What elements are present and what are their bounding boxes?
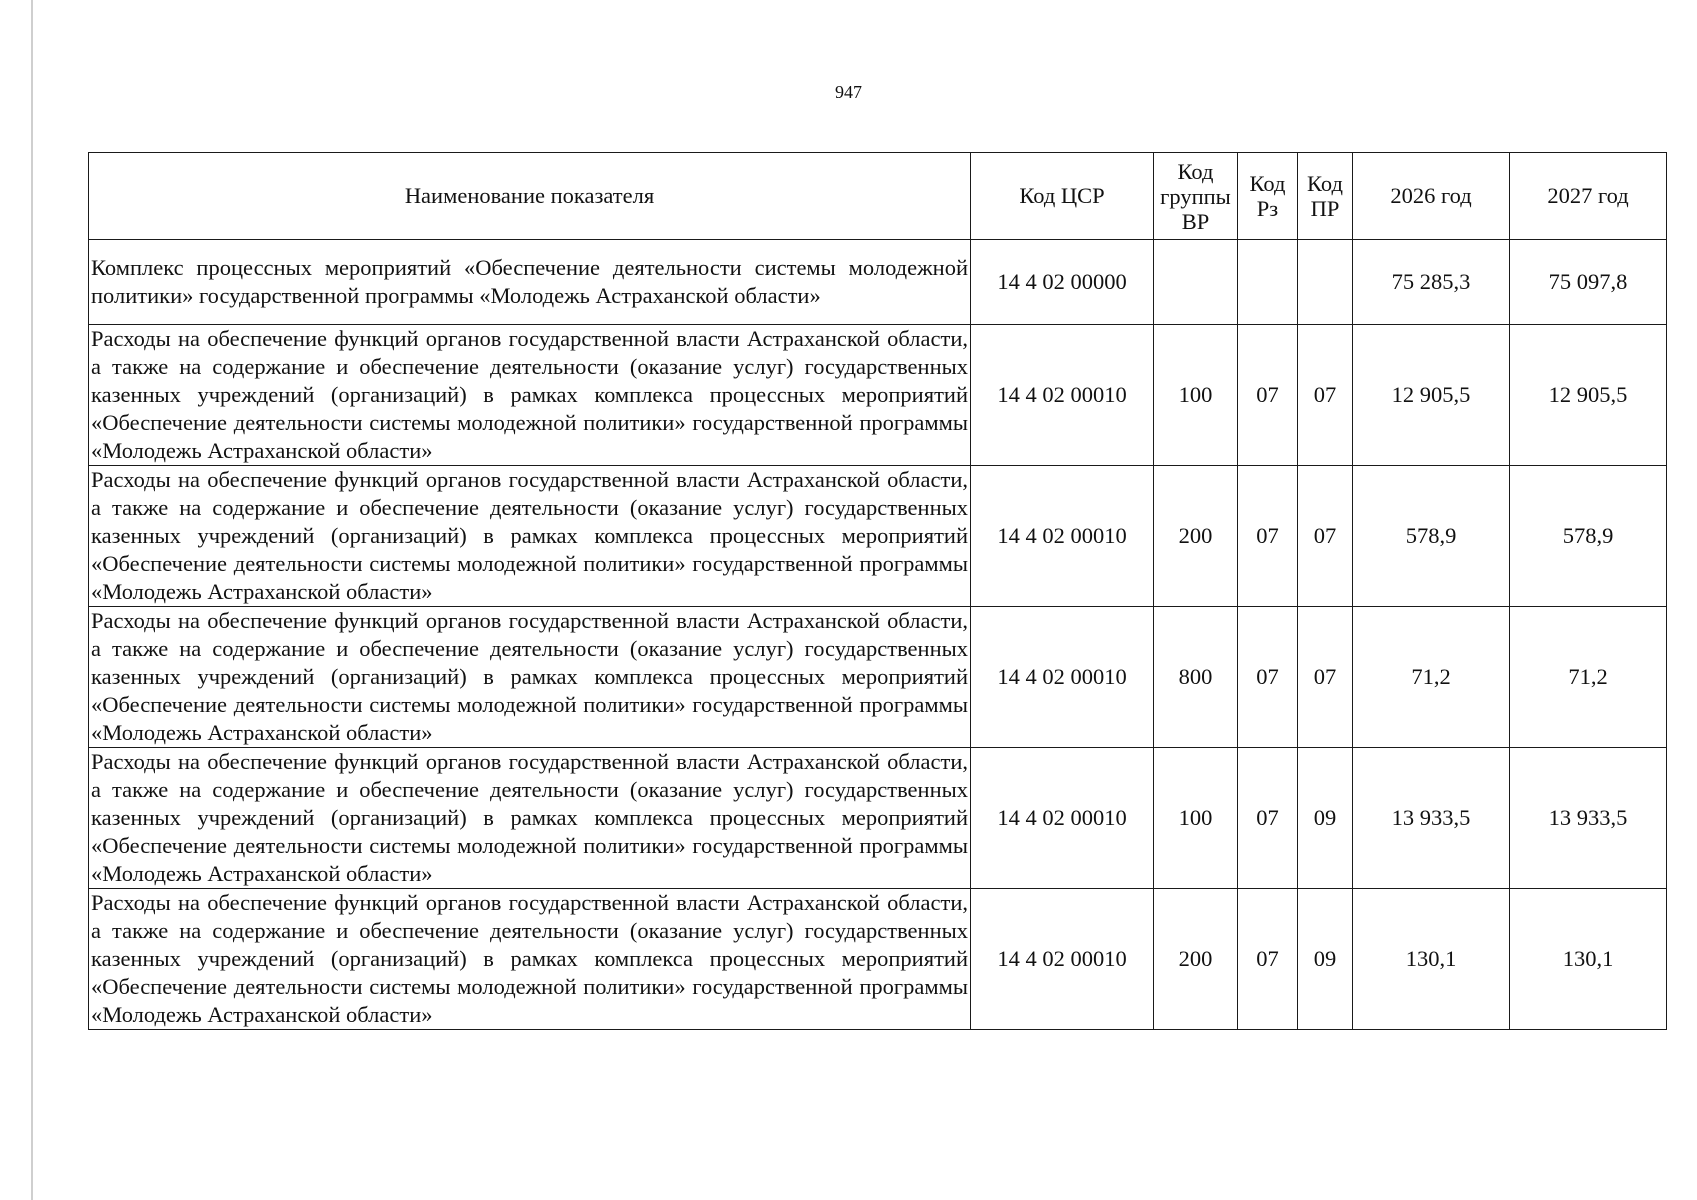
cell-2026: 130,1 — [1353, 889, 1510, 1030]
cell-csr: 14 4 02 00010 — [971, 889, 1154, 1030]
table-row — [89, 240, 1667, 325]
table-row — [89, 466, 1667, 607]
cell-pr: 07 — [1298, 466, 1353, 607]
cell-rz: 07 — [1238, 607, 1298, 748]
cell-pr: 09 — [1298, 889, 1353, 1030]
header-2026: 2026 год — [1353, 153, 1510, 240]
cell-pr: 09 — [1298, 748, 1353, 889]
cell-pr: 07 — [1298, 607, 1353, 748]
cell-2026: 13 933,5 — [1353, 748, 1510, 889]
page-edge-line — [31, 0, 33, 1200]
table-header-row — [89, 153, 1667, 240]
cell-name: Комплекс процессных мероприятий «Обеспечение деятельности системы молодежной политики» государственной программы «Молодежь Астраханской области» — [89, 240, 971, 325]
cell-rz — [1238, 240, 1298, 325]
cell-rz: 07 — [1238, 889, 1298, 1030]
cell-name: Расходы на обеспечение функций органов государственной власти Астраханской области, а также на содержание и обеспечение деятельности (оказание услуг) государственных казенных учреждений (организаций) в рамках комплекса процессных мероприятий «Обеспечение деятельности системы молодежной политики» государственной программы «Молодежь Астраханской области» — [89, 325, 971, 466]
cell-vr: 800 — [1154, 607, 1238, 748]
page-number: 947 — [835, 82, 862, 102]
cell-2027: 130,1 — [1510, 889, 1667, 1030]
cell-vr: 200 — [1154, 889, 1238, 1030]
cell-2027: 12 905,5 — [1510, 325, 1667, 466]
cell-2026: 75 285,3 — [1353, 240, 1510, 325]
table-row — [89, 748, 1667, 889]
table-row — [89, 607, 1667, 748]
cell-pr — [1298, 240, 1353, 325]
cell-2027: 75 097,8 — [1510, 240, 1667, 325]
cell-2026: 12 905,5 — [1353, 325, 1510, 466]
cell-2026: 578,9 — [1353, 466, 1510, 607]
cell-vr: 200 — [1154, 466, 1238, 607]
cell-name: Расходы на обеспечение функций органов государственной власти Астраханской области, а также на содержание и обеспечение деятельности (оказание услуг) государственных казенных учреждений (организаций) в рамках комплекса процессных мероприятий «Обеспечение деятельности системы молодежной политики» государственной программы «Молодежь Астраханской области» — [89, 607, 971, 748]
cell-2026: 71,2 — [1353, 607, 1510, 748]
cell-vr — [1154, 240, 1238, 325]
cell-2027: 71,2 — [1510, 607, 1667, 748]
header-rz: Код Рз — [1238, 153, 1298, 240]
header-vr: Код группы ВР — [1154, 153, 1238, 240]
header-csr: Код ЦСР — [971, 153, 1154, 240]
cell-vr: 100 — [1154, 748, 1238, 889]
cell-name: Расходы на обеспечение функций органов государственной власти Астраханской области, а также на содержание и обеспечение деятельности (оказание услуг) государственных казенных учреждений (организаций) в рамках комплекса процессных мероприятий «Обеспечение деятельности системы молодежной политики» государственной программы «Молодежь Астраханской области» — [89, 466, 971, 607]
table-row — [89, 325, 1667, 466]
header-name: Наименование показателя — [89, 153, 971, 240]
budget-table — [88, 152, 1667, 1030]
cell-csr: 14 4 02 00010 — [971, 325, 1154, 466]
cell-rz: 07 — [1238, 748, 1298, 889]
cell-csr: 14 4 02 00010 — [971, 748, 1154, 889]
cell-pr: 07 — [1298, 325, 1353, 466]
cell-rz: 07 — [1238, 325, 1298, 466]
cell-2027: 13 933,5 — [1510, 748, 1667, 889]
cell-name: Расходы на обеспечение функций органов государственной власти Астраханской области, а также на содержание и обеспечение деятельности (оказание услуг) государственных казенных учреждений (организаций) в рамках комплекса процессных мероприятий «Обеспечение деятельности системы молодежной политики» государственной программы «Молодежь Астраханской области» — [89, 748, 971, 889]
cell-csr: 14 4 02 00010 — [971, 466, 1154, 607]
cell-2027: 578,9 — [1510, 466, 1667, 607]
cell-csr: 14 4 02 00010 — [971, 607, 1154, 748]
table-row — [89, 889, 1667, 1030]
cell-name: Расходы на обеспечение функций органов государственной власти Астраханской области, а также на содержание и обеспечение деятельности (оказание услуг) государственных казенных учреждений (организаций) в рамках комплекса процессных мероприятий «Обеспечение деятельности системы молодежной политики» государственной программы «Молодежь Астраханской области» — [89, 889, 971, 1030]
cell-csr: 14 4 02 00000 — [971, 240, 1154, 325]
cell-rz: 07 — [1238, 466, 1298, 607]
cell-vr: 100 — [1154, 325, 1238, 466]
header-pr: Код ПР — [1298, 153, 1353, 240]
header-2027: 2027 год — [1510, 153, 1667, 240]
